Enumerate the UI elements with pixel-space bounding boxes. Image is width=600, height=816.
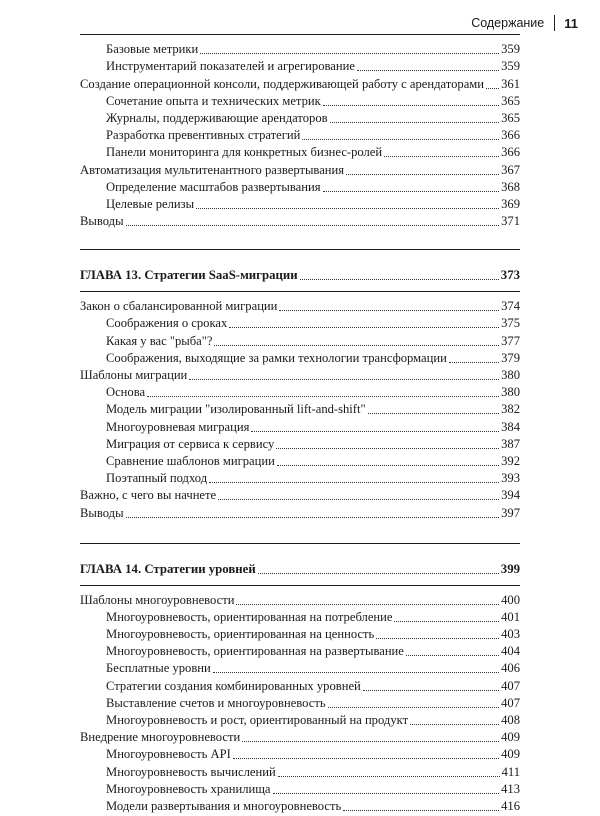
toc-entry[interactable]: [80, 160, 520, 177]
toc-entry[interactable]: [80, 452, 520, 469]
toc-entry-page: 394: [501, 488, 520, 503]
leader-dots: [189, 379, 499, 380]
toc-entry-title: Внедрение многоуровневости: [80, 730, 241, 745]
toc-entry-page: 384: [501, 419, 520, 434]
toc-entry[interactable]: [80, 126, 520, 143]
leader-dots: [384, 156, 499, 157]
toc-entry-title: Целевые релизы: [106, 196, 195, 211]
toc-entry-title: Стратегии создания комбинированных уровней: [106, 678, 361, 693]
chapter-heading[interactable]: [80, 266, 520, 283]
running-header: [471, 13, 578, 33]
chapter-title: ГЛАВА 13. Стратегии SaaS-миграции: [80, 268, 298, 283]
leader-dots: [279, 310, 499, 311]
toc-entry-title: Соображения, выходящие за рамки технологии трансформации: [106, 350, 447, 365]
toc-entry-page: 408: [501, 713, 520, 727]
chapter-heading[interactable]: [80, 560, 520, 577]
toc-entry-title: Модель миграции "изолированный lift-and-shift": [106, 402, 366, 417]
leader-dots: [236, 604, 499, 605]
toc-entry[interactable]: [80, 178, 520, 195]
toc-entry-title: Основа: [106, 385, 146, 400]
leader-dots: [343, 810, 499, 811]
leader-dots: [346, 174, 499, 175]
toc-entry-title: Какая у вас "рыба"?: [106, 333, 213, 348]
toc-entry-title: Многоуровневость API: [106, 747, 231, 762]
toc-entry-title: Многоуровневость хранилища: [106, 781, 271, 796]
leader-dots: [258, 573, 499, 574]
leader-dots: [278, 776, 500, 777]
toc-entry-title: Журналы, поддерживающие арендаторов: [106, 110, 328, 125]
toc-entry-title: Поэтапный подход: [106, 471, 208, 486]
leader-dots: [323, 191, 500, 192]
toc-entry-page: 375: [501, 316, 520, 331]
toc-entry-page: 407: [501, 678, 520, 693]
toc-entry[interactable]: [80, 212, 520, 229]
toc-entry-page: 365: [501, 93, 520, 108]
table-of-contents: [80, 40, 520, 816]
chapter-13-block: [80, 229, 520, 522]
toc-entry[interactable]: [80, 745, 520, 762]
leader-dots: [147, 396, 499, 397]
toc-entry-title: Закон о сбалансированной миграции: [80, 299, 278, 314]
leader-dots: [357, 70, 499, 71]
header-divider: [554, 15, 555, 31]
toc-entry[interactable]: [80, 659, 520, 676]
toc-entry-title: Шаблоны миграции: [80, 368, 188, 382]
toc-entry-page: 371: [501, 214, 520, 229]
toc-entry[interactable]: [80, 314, 520, 331]
toc-entry-page: 387: [501, 436, 520, 451]
toc-entry-title: Многоуровневая миграция: [106, 419, 250, 434]
toc-entry-title: Определение масштабов развертывания: [106, 179, 321, 194]
toc-entry-page: 368: [501, 179, 520, 194]
toc-entry[interactable]: [80, 762, 520, 779]
leader-dots: [363, 690, 499, 691]
leader-dots: [200, 53, 499, 54]
toc-entry-title: Разработка превентивных стратегий: [106, 128, 301, 143]
chapter-14-block: [80, 523, 520, 816]
toc-entry[interactable]: [80, 625, 520, 642]
toc-entry[interactable]: [80, 417, 520, 434]
leader-dots: [229, 327, 499, 328]
toc-entry-page: 359: [501, 59, 520, 74]
leader-dots: [209, 482, 499, 483]
toc-entry-page: 409: [501, 747, 520, 762]
toc-entry-title: Многоуровневость и рост, ориентированный на продукт: [106, 713, 409, 727]
toc-entry[interactable]: [80, 435, 520, 452]
leader-dots: [218, 499, 499, 500]
toc-entry-page: 411: [501, 764, 520, 779]
toc-entry[interactable]: [80, 642, 520, 659]
toc-entry-page: 393: [501, 471, 520, 486]
toc-entry-page: 400: [501, 592, 520, 607]
toc-entry[interactable]: [80, 676, 520, 693]
toc-entry-title: Сравнение шаблонов миграции: [106, 453, 275, 468]
toc-entry-page: 366: [501, 128, 520, 143]
leader-dots: [394, 621, 499, 622]
toc-entry-title: Выводы: [80, 505, 124, 520]
toc-entry-page: 404: [501, 644, 520, 659]
toc-entry[interactable]: [80, 366, 520, 383]
leader-dots: [328, 707, 500, 708]
leader-dots: [330, 122, 500, 123]
toc-entry[interactable]: [80, 40, 520, 57]
leader-dots: [406, 655, 499, 656]
toc-entry[interactable]: [80, 797, 520, 814]
leader-dots: [126, 225, 500, 226]
leader-dots: [277, 465, 499, 466]
toc-entry-title: Многоуровневость, ориентированная на ценность: [106, 627, 375, 642]
toc-entry[interactable]: [80, 711, 520, 728]
toc-entry[interactable]: [80, 143, 520, 160]
toc-entry-title: Автоматизация мультитенантного развертывания: [80, 162, 345, 177]
toc-entry-page: 413: [501, 781, 520, 796]
toc-entry-title: Многоуровневость вычислений: [106, 764, 276, 779]
leader-dots: [196, 208, 499, 209]
toc-entry-page: 374: [501, 299, 520, 314]
leader-dots: [276, 448, 499, 449]
toc-entry[interactable]: [80, 694, 520, 711]
leader-dots: [323, 105, 499, 106]
toc-entry[interactable]: [80, 383, 520, 400]
chapter-13-entries: [80, 297, 520, 520]
toc-entry[interactable]: [80, 349, 520, 366]
toc-entry-title: Инструментарий показателей и агрегирование: [106, 59, 355, 74]
toc-entry-title: Многоуровневость, ориентированная на развертывание: [106, 644, 404, 659]
leader-dots: [233, 758, 499, 759]
toc-entry[interactable]: [80, 728, 520, 745]
toc-entry-page: 401: [501, 609, 520, 624]
toc-entry-title: Выводы: [80, 214, 124, 229]
toc-entry-page: 379: [501, 350, 520, 365]
toc-entry[interactable]: [80, 503, 520, 520]
toc-entry-page: 365: [501, 110, 520, 125]
chapter-title: ГЛАВА 14. Стратегии уровней: [80, 561, 256, 576]
toc-entry[interactable]: [80, 74, 520, 91]
leader-dots: [376, 638, 499, 639]
toc-entry-page: 380: [501, 385, 520, 400]
toc-block-continued: [80, 40, 520, 229]
chapter-14-entries: [80, 591, 520, 814]
chapter-rule: [80, 291, 520, 292]
toc-entry-page: 367: [501, 162, 520, 177]
leader-dots: [213, 672, 499, 673]
toc-entry[interactable]: [80, 57, 520, 74]
toc-entry-title: Миграция от сервиса к сервису: [106, 436, 275, 451]
chapter-rule: [80, 585, 520, 586]
toc-entry-page: 361: [501, 76, 520, 91]
toc-entry-title: Важно, с чего вы начнете: [80, 488, 217, 503]
toc-entry[interactable]: [80, 469, 520, 486]
toc-entry-page: 366: [501, 145, 520, 160]
toc-entry-title: Шаблоны многоуровневости: [80, 592, 235, 607]
header-page-number: 11: [564, 15, 578, 31]
toc-entry[interactable]: [80, 92, 520, 109]
leader-dots: [214, 345, 499, 346]
toc-entry-page: 382: [501, 402, 520, 417]
toc-entry-page: 369: [501, 196, 520, 211]
toc-entry[interactable]: [80, 297, 520, 314]
leader-dots: [302, 139, 499, 140]
toc-entry-page: 392: [501, 453, 520, 468]
leader-dots: [251, 431, 499, 432]
toc-entry-title: Соображения о сроках: [106, 316, 228, 331]
leader-dots: [273, 793, 500, 794]
toc-entry-title: Панели мониторинга для конкретных бизнес-ролей: [106, 145, 383, 160]
toc-entry-title: Создание операционной консоли, поддерживающей работу с арендаторами: [80, 76, 485, 91]
chapter-page: 399: [500, 561, 520, 576]
leader-dots: [486, 88, 499, 89]
toc-entry-page: 377: [501, 333, 520, 348]
toc-entry[interactable]: [80, 608, 520, 625]
leader-dots: [300, 279, 499, 280]
toc-entry-title: Бесплатные уровни: [106, 661, 211, 676]
toc-entry-title: Многоуровневость, ориентированная на потребление: [106, 609, 393, 624]
toc-entry-page: 397: [501, 505, 520, 520]
toc-entry[interactable]: [80, 400, 520, 417]
toc-entry-page: 409: [501, 730, 520, 745]
toc-entry-page: 406: [501, 661, 520, 676]
leader-dots: [126, 517, 500, 518]
header-section-title: Содержание: [471, 16, 545, 30]
toc-entry-page: 403: [501, 627, 520, 642]
toc-entry[interactable]: [80, 109, 520, 126]
leader-dots: [368, 413, 499, 414]
toc-entry[interactable]: [80, 331, 520, 348]
toc-entry-page: 407: [501, 695, 520, 710]
toc-entry[interactable]: [80, 780, 520, 797]
toc-entry-page: 416: [501, 798, 520, 813]
toc-entry-page: 359: [501, 42, 520, 57]
toc-entry-title: Сочетание опыта и технических метрик: [106, 93, 321, 108]
header-rule: [80, 34, 520, 35]
toc-entry-page: 380: [501, 368, 520, 382]
leader-dots: [410, 724, 499, 725]
toc-entry[interactable]: [80, 195, 520, 212]
leader-dots: [449, 362, 499, 363]
toc-entry[interactable]: [80, 591, 520, 608]
chapter-page: 373: [500, 268, 520, 283]
leader-dots: [242, 741, 499, 742]
toc-entry-title: Базовые метрики: [106, 42, 199, 57]
toc-entry-title: Выставление счетов и многоуровневость: [106, 695, 326, 710]
toc-entry-title: Модели развертывания и многоуровневость: [106, 798, 342, 813]
toc-entry[interactable]: [80, 486, 520, 503]
